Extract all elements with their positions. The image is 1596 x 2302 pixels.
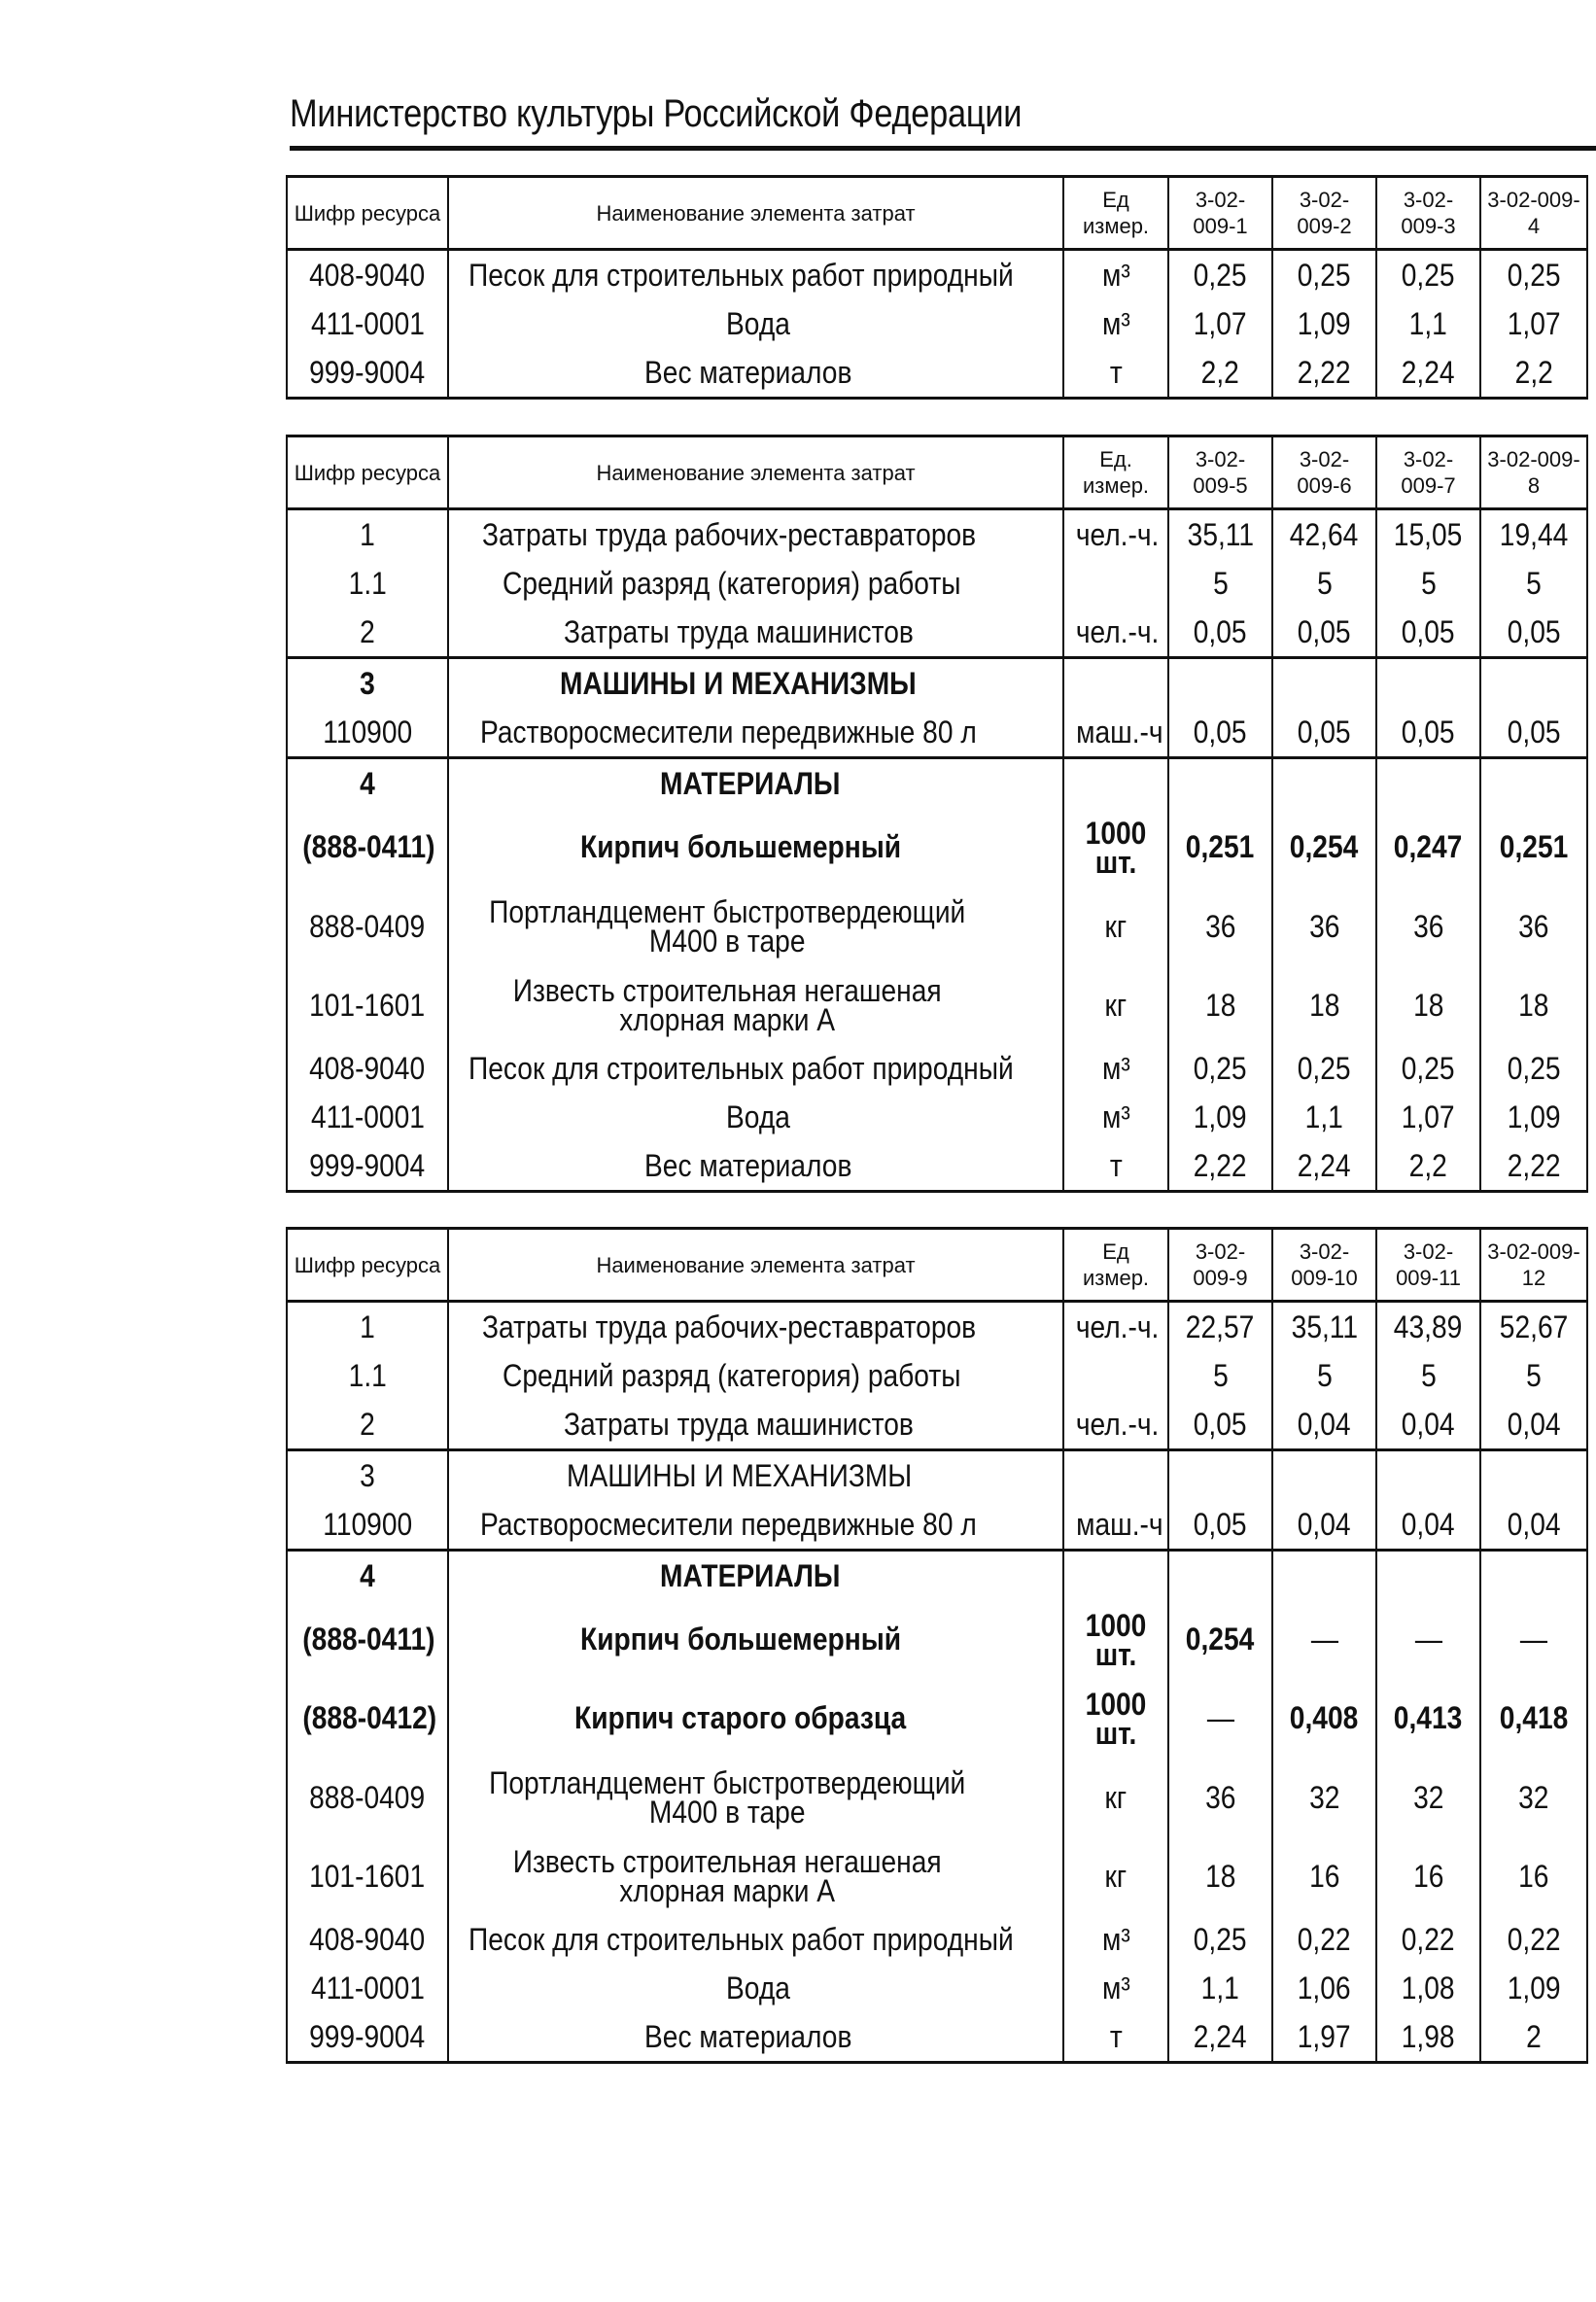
value-cell: 18 xyxy=(1308,987,1340,1023)
section-row xyxy=(287,758,1587,809)
value-cell: 0,04 xyxy=(1402,1406,1455,1442)
resource-code: 101-1601 xyxy=(309,987,426,1023)
value-cell: 0,05 xyxy=(1507,613,1561,649)
section-title: МАТЕРИАЛЫ xyxy=(660,765,841,801)
value-cell: 0,05 xyxy=(1298,714,1351,750)
value-cell: 2,2 xyxy=(1200,354,1240,390)
value-cell: 0,05 xyxy=(1194,1506,1247,1542)
table-header-row xyxy=(287,436,1587,509)
value-cell: 1,09 xyxy=(1507,1970,1561,2006)
unit: 1000 шт. xyxy=(1085,1607,1147,1672)
value-cell: 2 xyxy=(1526,2018,1542,2054)
value-cell: 36 xyxy=(1204,1779,1236,1815)
value-cell: — xyxy=(1206,1700,1234,1735)
resource-code: 888-0409 xyxy=(309,1779,426,1815)
header-name: Наименование элемента затрат xyxy=(448,436,1063,509)
value-cell: 1,1 xyxy=(1200,1970,1240,2006)
header-code: Шифр ресурса xyxy=(287,177,448,250)
value-cell: 0,25 xyxy=(1402,1050,1455,1086)
resource-code: 101-1601 xyxy=(309,1858,426,1894)
value-cell: 2,22 xyxy=(1507,1147,1561,1183)
header-name: Наименование элемента затрат xyxy=(448,177,1063,250)
header-col: 3-02-009-5 xyxy=(1168,436,1272,509)
cost-element-name: Песок для строительных работ природный xyxy=(468,1050,1014,1086)
value-cell: 5 xyxy=(1526,565,1542,601)
table-header-row xyxy=(287,177,1587,250)
header-col: 3-02-009-8 xyxy=(1480,436,1587,509)
cost-element-name: Вес материалов xyxy=(644,2018,852,2054)
value-cell: 1,07 xyxy=(1507,305,1561,341)
unit: т xyxy=(1109,354,1123,390)
value-cell: 32 xyxy=(1518,1779,1549,1815)
section-number: 3 xyxy=(360,665,375,701)
value-cell: 1,1 xyxy=(1304,1099,1344,1134)
value-cell: 1,09 xyxy=(1194,1099,1247,1134)
resource-code: 999-9004 xyxy=(309,1147,426,1183)
header-unit: Ед измер. xyxy=(1063,177,1168,250)
table-row xyxy=(287,1836,1587,1915)
table-row xyxy=(287,1351,1587,1400)
cost-element-name: Песок для строительных работ природный xyxy=(468,257,1014,293)
unit: т xyxy=(1109,2018,1123,2054)
resource-code: 2 xyxy=(360,1406,375,1442)
unit: маш.-ч xyxy=(1076,714,1163,750)
value-cell: 1,07 xyxy=(1194,305,1247,341)
value-cell: — xyxy=(1414,1622,1442,1657)
cost-element-name: Песок для строительных работ природный xyxy=(468,1921,1014,1957)
value-cell: 0,251 xyxy=(1186,829,1255,864)
section-row xyxy=(287,1551,1587,1601)
cost-element-name: Вес материалов xyxy=(644,354,852,390)
cost-element-name: Затраты труда машинистов xyxy=(564,1406,914,1442)
value-cell: 0,04 xyxy=(1298,1506,1351,1542)
cost-element-name: Известь строительная негашеная хлорная марки А xyxy=(512,1843,942,1908)
value-cell: 5 xyxy=(1316,565,1333,601)
table-row xyxy=(287,2012,1587,2063)
cost-element-name: Затраты труда рабочих-реставраторов xyxy=(481,516,976,552)
header-code: Шифр ресурса xyxy=(287,1229,448,1302)
header-col: 3-02-009-11 xyxy=(1376,1229,1480,1302)
value-cell: 52,67 xyxy=(1499,1308,1569,1344)
value-cell: 43,89 xyxy=(1394,1308,1463,1344)
header-col: 3-02-009-4 xyxy=(1480,177,1587,250)
table-row xyxy=(287,1758,1587,1836)
table-row xyxy=(287,250,1587,300)
table-row xyxy=(287,1500,1587,1551)
resource-code: 999-9004 xyxy=(309,2018,426,2054)
value-cell: 32 xyxy=(1412,1779,1444,1815)
resource-code: (888-0411) xyxy=(302,1622,435,1657)
unit: 1000 шт. xyxy=(1085,815,1147,880)
header-col: 3-02-009-6 xyxy=(1272,436,1376,509)
value-cell: 5 xyxy=(1526,1357,1542,1393)
resource-code: 1 xyxy=(360,516,375,552)
value-cell: 0,25 xyxy=(1194,257,1247,293)
value-cell: 2,2 xyxy=(1514,354,1553,390)
table-row xyxy=(287,708,1587,758)
table-row xyxy=(287,965,1587,1044)
resource-code: 408-9040 xyxy=(309,257,426,293)
resource-code: 411-0001 xyxy=(310,1970,425,2006)
value-cell: 15,05 xyxy=(1394,516,1463,552)
unit: кг xyxy=(1104,908,1128,944)
value-cell: 1,98 xyxy=(1402,2018,1455,2054)
header-col: 3-02-009-12 xyxy=(1480,1229,1587,1302)
value-cell: 0,05 xyxy=(1507,714,1561,750)
unit: м³ xyxy=(1101,1099,1130,1134)
value-cell: 0,247 xyxy=(1394,829,1463,864)
resource-code: 999-9004 xyxy=(309,354,426,390)
unit: чел.-ч. xyxy=(1075,1406,1160,1442)
table-row xyxy=(287,608,1587,658)
resource-code: 1 xyxy=(360,1308,375,1344)
section-number: 4 xyxy=(360,765,375,801)
table-row xyxy=(287,509,1587,560)
page-title: Министерство культуры Российской Федерации xyxy=(290,92,1023,135)
cost-element-name: Средний разряд (категория) работы xyxy=(502,565,961,601)
value-cell: 2,24 xyxy=(1298,1147,1351,1183)
table-row xyxy=(287,1400,1587,1450)
resource-table-2 xyxy=(286,435,1588,1193)
unit: 1000 шт. xyxy=(1085,1686,1147,1751)
resource-code: 2 xyxy=(360,613,375,649)
table-row xyxy=(287,1302,1587,1352)
header-col: 3-02-009-2 xyxy=(1272,177,1376,250)
resource-code: 408-9040 xyxy=(309,1921,426,1957)
value-cell: 36 xyxy=(1308,908,1340,944)
value-cell: 1,09 xyxy=(1507,1099,1561,1134)
value-cell: 42,64 xyxy=(1290,516,1359,552)
value-cell: 0,04 xyxy=(1507,1406,1561,1442)
value-cell: 1,08 xyxy=(1402,1970,1455,2006)
resource-code: 110900 xyxy=(323,1506,412,1542)
table-row xyxy=(287,1044,1587,1093)
value-cell: 0,05 xyxy=(1402,613,1455,649)
unit: м³ xyxy=(1101,257,1130,293)
value-cell: 0,25 xyxy=(1402,257,1455,293)
table-row xyxy=(287,348,1587,399)
cost-element-name: Вода xyxy=(726,1970,790,2006)
table-row xyxy=(287,887,1587,965)
value-cell: — xyxy=(1310,1622,1338,1657)
header-col: 3-02-009-3 xyxy=(1376,177,1480,250)
value-cell: 0,22 xyxy=(1402,1921,1455,1957)
resource-code: 1.1 xyxy=(348,1357,387,1393)
cost-element-name: Известь строительная негашеная хлорная марки А xyxy=(512,972,942,1037)
section-number: 3 xyxy=(360,1457,375,1493)
value-cell: 0,05 xyxy=(1194,714,1247,750)
table-row xyxy=(287,1915,1587,1964)
value-cell: 16 xyxy=(1518,1858,1549,1894)
section-number: 4 xyxy=(360,1557,375,1593)
resource-code: 1.1 xyxy=(348,565,387,601)
resource-code: 408-9040 xyxy=(309,1050,426,1086)
value-cell: 5 xyxy=(1420,1357,1437,1393)
value-cell: 18 xyxy=(1204,987,1236,1023)
resource-code: 411-0001 xyxy=(310,305,425,341)
value-cell: 0,05 xyxy=(1194,1406,1247,1442)
cost-element-name: Затраты труда машинистов xyxy=(564,613,914,649)
value-cell: 2,24 xyxy=(1402,354,1455,390)
unit: маш.-ч xyxy=(1076,1506,1163,1542)
value-cell: 35,11 xyxy=(1291,1308,1358,1344)
value-cell: 1,1 xyxy=(1408,305,1448,341)
value-cell: 0,254 xyxy=(1186,1622,1255,1657)
header-name: Наименование элемента затрат xyxy=(448,1229,1063,1302)
value-cell: 5 xyxy=(1212,565,1229,601)
section-row xyxy=(287,1450,1587,1501)
cost-element-name: Затраты труда рабочих-реставраторов xyxy=(481,1308,976,1344)
value-cell: 0,05 xyxy=(1194,613,1247,649)
value-cell: 16 xyxy=(1412,1858,1444,1894)
value-cell: 2,22 xyxy=(1194,1147,1247,1183)
resource-table-1 xyxy=(286,175,1588,400)
value-cell: 0,22 xyxy=(1507,1921,1561,1957)
resource-code: 110900 xyxy=(323,714,412,750)
value-cell: 0,251 xyxy=(1499,829,1569,864)
value-cell: 18 xyxy=(1412,987,1444,1023)
table-row xyxy=(287,1600,1587,1679)
value-cell: 0,254 xyxy=(1290,829,1359,864)
value-cell: 32 xyxy=(1308,1779,1340,1815)
value-cell: 1,09 xyxy=(1298,305,1351,341)
section-title: МАШИНЫ И МЕХАНИЗМЫ xyxy=(566,1457,912,1493)
resource-code: 411-0001 xyxy=(310,1099,425,1134)
header-col: 3-02-009-10 xyxy=(1272,1229,1376,1302)
unit: кг xyxy=(1104,987,1128,1023)
section-title: МАТЕРИАЛЫ xyxy=(660,1557,841,1593)
value-cell: 36 xyxy=(1518,908,1549,944)
value-cell: — xyxy=(1519,1622,1548,1657)
header-unit: Ед измер. xyxy=(1063,1229,1168,1302)
cost-element-name: Средний разряд (категория) работы xyxy=(502,1357,961,1393)
value-cell: 18 xyxy=(1518,987,1549,1023)
value-cell: 19,44 xyxy=(1499,516,1569,552)
cost-element-name: Портландцемент быстротвердеющий М400 в таре xyxy=(489,1764,966,1830)
unit: чел.-ч. xyxy=(1075,516,1160,552)
unit: кг xyxy=(1104,1779,1128,1815)
value-cell: 0,25 xyxy=(1507,257,1561,293)
value-cell: 36 xyxy=(1412,908,1444,944)
resource-code: (888-0411) xyxy=(302,829,435,864)
header-col: 3-02-009-7 xyxy=(1376,436,1480,509)
section-title: МАШИНЫ И МЕХАНИЗМЫ xyxy=(560,665,917,701)
table-row xyxy=(287,1093,1587,1141)
unit: кг xyxy=(1104,1858,1128,1894)
value-cell: 0,04 xyxy=(1507,1506,1561,1542)
value-cell: 0,25 xyxy=(1194,1050,1247,1086)
value-cell: 5 xyxy=(1316,1357,1333,1393)
unit: т xyxy=(1109,1147,1123,1183)
cost-element-name: Растворосмесители передвижные 80 л xyxy=(480,1506,978,1542)
section-row xyxy=(287,658,1587,709)
value-cell: 0,408 xyxy=(1290,1700,1359,1735)
header-code: Шифр ресурса xyxy=(287,436,448,509)
cost-element-name: Кирпич большемерный xyxy=(579,1622,902,1657)
unit: м³ xyxy=(1101,1050,1130,1086)
value-cell: 0,25 xyxy=(1298,257,1351,293)
table-row xyxy=(287,1679,1587,1758)
cost-element-name: Растворосмесители передвижные 80 л xyxy=(480,714,978,750)
value-cell: 0,418 xyxy=(1499,1700,1569,1735)
value-cell: 0,22 xyxy=(1298,1921,1351,1957)
value-cell: 5 xyxy=(1212,1357,1229,1393)
value-cell: 0,25 xyxy=(1194,1921,1247,1957)
resource-code: 888-0409 xyxy=(309,908,426,944)
value-cell: 1,06 xyxy=(1298,1970,1351,2006)
unit: м³ xyxy=(1101,1921,1130,1957)
table-row xyxy=(287,299,1587,348)
value-cell: 5 xyxy=(1420,565,1437,601)
value-cell: 35,11 xyxy=(1187,516,1254,552)
value-cell: 22,57 xyxy=(1186,1308,1255,1344)
cost-element-name: Вода xyxy=(726,305,790,341)
value-cell: 0,413 xyxy=(1394,1700,1463,1735)
header-col: 3-02-009-1 xyxy=(1168,177,1272,250)
value-cell: 0,04 xyxy=(1298,1406,1351,1442)
value-cell: 2,22 xyxy=(1298,354,1351,390)
value-cell: 1,97 xyxy=(1298,2018,1351,2054)
unit: чел.-ч. xyxy=(1075,613,1160,649)
value-cell: 18 xyxy=(1204,1858,1236,1894)
header-col: 3-02-009-9 xyxy=(1168,1229,1272,1302)
cost-element-name: Вода xyxy=(726,1099,790,1134)
value-cell: 0,25 xyxy=(1298,1050,1351,1086)
value-cell: 2,2 xyxy=(1408,1147,1448,1183)
value-cell: 2,24 xyxy=(1194,2018,1247,2054)
value-cell: 0,05 xyxy=(1298,613,1351,649)
unit: м³ xyxy=(1101,1970,1130,2006)
table-row xyxy=(287,559,1587,608)
cost-element-name: Портландцемент быстротвердеющий М400 в таре xyxy=(489,893,966,959)
resource-code: (888-0412) xyxy=(302,1700,437,1735)
unit: м³ xyxy=(1101,305,1130,341)
value-cell: 16 xyxy=(1308,1858,1340,1894)
header-unit: Ед. измер. xyxy=(1063,436,1168,509)
header-divider xyxy=(290,146,1596,151)
cost-element-name: Вес материалов xyxy=(644,1147,852,1183)
value-cell: 0,25 xyxy=(1507,1050,1561,1086)
value-cell: 0,04 xyxy=(1402,1506,1455,1542)
table-header-row xyxy=(287,1229,1587,1302)
value-cell: 36 xyxy=(1204,908,1236,944)
table-row xyxy=(287,1141,1587,1192)
table-row xyxy=(287,808,1587,887)
value-cell: 1,07 xyxy=(1402,1099,1455,1134)
cost-element-name: Кирпич старого образца xyxy=(573,1700,906,1735)
unit: чел.-ч. xyxy=(1075,1308,1160,1344)
resource-table-3 xyxy=(286,1227,1588,2064)
value-cell: 0,05 xyxy=(1402,714,1455,750)
cost-element-name: Кирпич большемерный xyxy=(579,829,902,864)
table-row xyxy=(287,1964,1587,2012)
